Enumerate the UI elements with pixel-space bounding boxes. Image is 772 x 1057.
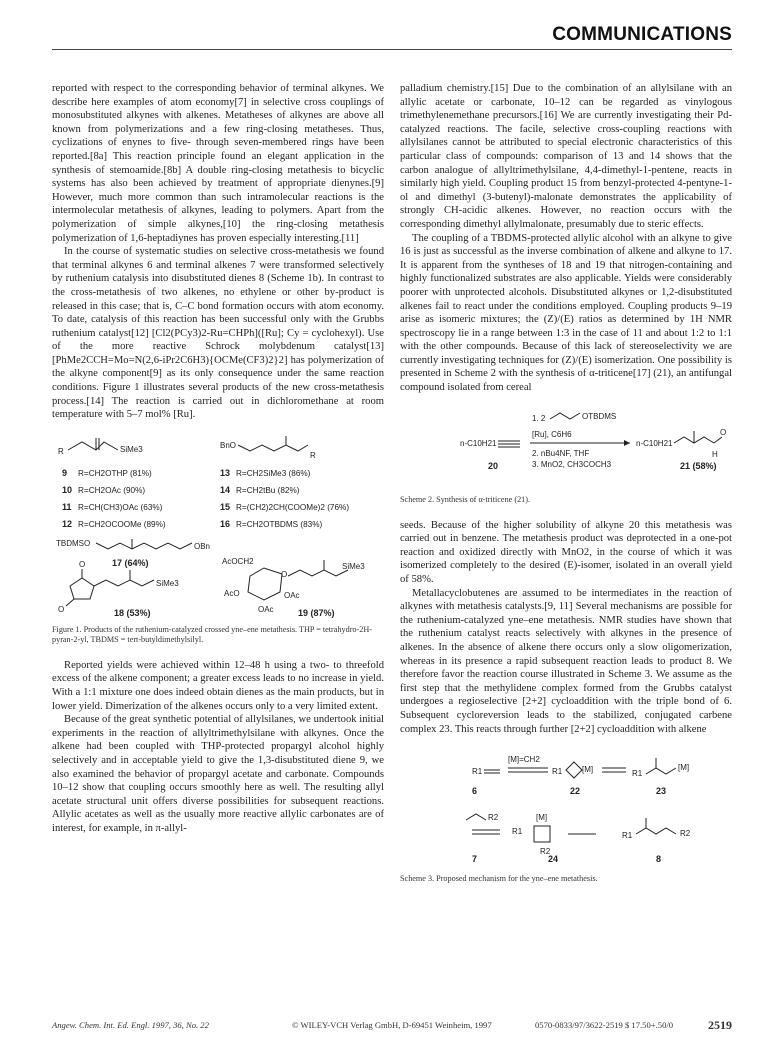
left-paragraph-4: Because of the great synthetic potential of allylsilanes, we undertook initial experiments in the reaction of allyltrimethylsilane with alkynes. Once the alkene had been coupled with THP-protected propargyl alcohol highly selectively and in acceptable yield to give the 1,3-disubstituted diene 9, we also examined the behavior of propargyl acetate and carbonate. Compounds 10–12 show that coupling occurs smoothly here as well. The resulting allyl acetate structural unit offers diverse possibilities for subsequent reactions. Allylic acetates as well as the usually more reactive allylic carbonates are of interest, for example, in π-allyl- <box>52 714 384 834</box>
item-14-num: 14 <box>220 484 231 495</box>
left-paragraph-1: reported with respect to the corresponding behavior of terminal alkynes. We describe here examples of atom economy[7] in selective cross couplings of monosubstituted alkynes with alkenes. Metatheses of alkynes are above all known from polymerizations and a few ring-closing metatheses. Thus, cyclizations of enynes to five- through seven-membered rings have been reported.[8a] This reaction principle found an elegant application in the synthesis of stemoamide.[8b] A double ring-closing metathesis to bicyclic systems has also been achieved by treatment of appropriate dienynes.[9] However, much more common than such intramolecular reactions is the intermolecular metathesis of alkynes, leading to polymers. Apart from the polymerization of simple alkynes,[10] the ring-closing metathesis polymerization of 1,6-heptadiynes has proven especially interesting.[11] <box>52 83 384 244</box>
label-21: 21 (58%) <box>680 460 717 471</box>
footer-issn: 0570-0833/97/3622-2519 $ 17.50+.50/0 <box>535 1020 674 1030</box>
right-paragraph-2: The coupling of a TBDMS-protected allylic alcohol with an alkyne to give 16 is just as successful as the inverse combination of alkene and alkyne to 17. It is apparent from the syntheses of 18 and 19 that nitrogen-containing and highly functionalized substrates are also applicable. Yields were considerably poorer with unprotected alcohols. Disubstituted alkynes or 1,2-disubstituted alkenes fail to react under the conditions employed. Coupling products 9–19 arise as isomeric mixtures; the (Z)/(E) ratios as determined by 1H NMR spectroscopy lie in a range between 1:3 in the case of 11 and about 1:2 to 1:1 with the other compounds. Because of this lack of stereoselectivity we are currently investigating techniques for (Z)/(E) isomerization. One possibility is presented in Scheme 2 with the synthesis of α-triticene[17] (21), an antifungal compound isolated from cereal <box>400 232 732 394</box>
header-rule <box>52 49 732 50</box>
metal-22: [M] <box>582 765 594 775</box>
substituent-acoch2: AcOCH2 <box>222 556 254 566</box>
r1-alkyne: R1 <box>472 767 483 777</box>
structure-19 <box>222 557 365 618</box>
carbonyl-o-top: O <box>79 559 86 569</box>
figure-1-structures <box>52 436 384 621</box>
structure-18 <box>58 557 179 618</box>
product-list <box>62 468 349 529</box>
substituent-tbdmso: TBDMSO <box>56 538 91 548</box>
substituent-oac-2: OAc <box>258 604 274 614</box>
r1-23: R1 <box>632 769 643 779</box>
substituent-obn: OBn <box>194 541 211 551</box>
item-9-text: R=CH2OTHP (81%) <box>78 468 152 478</box>
substituent-oac-1: OAc <box>284 590 300 600</box>
item-12-num: 12 <box>62 518 73 529</box>
item-9-num: 9 <box>62 467 68 478</box>
scheme-3-graphic <box>400 746 732 870</box>
label-17: 17 (64%) <box>112 557 149 568</box>
r1-8: R1 <box>622 831 633 841</box>
substituent-sime3: SiMe3 <box>120 444 143 454</box>
scheme-2-caption: Scheme 2. Synthesis of α-triticene (21). <box>400 494 531 504</box>
item-12-text: R=CH2OCOOMe (89%) <box>78 519 166 529</box>
label-23: 23 <box>656 786 667 797</box>
item-13-num: 13 <box>220 467 231 478</box>
page-header <box>52 22 732 60</box>
item-16-text: R=CH2OTBDMS (83%) <box>236 519 323 529</box>
item-11-text: R=CH(CH3)OAc (63%) <box>78 502 163 512</box>
left-paragraph-2: In the course of systematic studies on selective cross-metathesis we found that terminal alkynes 6 and terminal alkenes 7 were transformed selectively by ruthenium catalysis into disubstituted dienes 8 (Scheme 1b). In contrast to the cross-metathesis of two alkenes, no ethylene or other by-product is released in this case; that is, C–C bond formation occurs with atom economy. To date, catalysis of this reaction has been successful only with the Grubbs ruthenium catalyst[12] [Cl2(PCy3)2-Ru=CHPh]([Ru]; Cy = cyclohexyl). Use of the more reactive Schrock molybdenum catalyst[13] [PhMe2CCH=Mo=N(2,6-iPr2C6H3){OCMe(CF3)2}2] has polymerization of the alkyne component[9] as its only consequence under the same reaction conditions. Figure 1 illustrates several products of the new cross-metathesis process.[14] The reaction is carried out in dichloromethane at room temperature with 5–7 mol% [Ru]. <box>52 246 384 421</box>
right-paragraph-3: seeds. Because of the higher solubility of alkyne 20 this metathesis was carried out in benzene. The metathesis product was deprotected in a one-pot reaction and oxidized directly with MnO2, in the course of which it was isomerized completely to the desired (E)-isomer, isolated in an overall yield of 58%. <box>400 519 732 586</box>
aldehyde-o: O <box>720 427 727 437</box>
left-paragraph-3: Reported yields were achieved within 12–48 h using a two- to threefold excess of the alkene component; a greater excess leads to no increase in yield. With a 1:1 mixture one does indeed obtain dienes as the main products, but in lower yield. Dimerization of the alkenes occurs only to a very limited extent. <box>52 659 384 712</box>
right-column <box>400 82 732 898</box>
footer-journal: Angew. Chem. Int. Ed. Engl. 1997, 36, No. 22 <box>52 1020 209 1030</box>
r1-22: R1 <box>552 767 563 777</box>
figure-1-caption: Figure 1. Products of the ruthenium-catalyzed crossed yne–ene metathesis. THP = tetrahydro-2H-pyran-2-yl, TBDMS = tert-butyldimethylsilyl. <box>52 624 372 644</box>
footer-publisher: © WILEY-VCH Verlag GmbH, D-69451 Weinheim, 1997 <box>292 1020 492 1030</box>
substituent-aco: AcO <box>224 588 240 598</box>
structure-generic-b <box>220 436 316 460</box>
substituent-sime3-19: SiMe3 <box>342 561 365 571</box>
label-8: 8 <box>656 854 662 865</box>
figure-1 <box>52 436 384 621</box>
carbonyl-o-bottom: O <box>58 604 65 614</box>
r2-8: R2 <box>680 829 691 839</box>
metal-23: [M] <box>678 763 690 773</box>
reagent-3: 3. MnO2, CH3COCH3 <box>532 459 612 469</box>
substituent-r-b: R <box>310 450 316 460</box>
item-11-num: 11 <box>62 501 72 512</box>
r2-7: R2 <box>488 813 499 823</box>
substituent-bno: BnO <box>220 440 237 450</box>
right-paragraph-4: Metallacyclobutenes are assumed to be intermediates in the reaction of alkynes with metathesis catalysts.[9, 11] Several mechanisms are possible for the ruthenium-catalyzed yne–ene metathesis. NMR studies have shown that the ruthenium catalyst reacts selectively with alkynes in the presence of alkenes. In the absence of alkene there occurs only a slow oligomerization, whereas in its presence a rapid subsequent reaction leads to product 8. We therefore favor the reaction course illustrated in Scheme 3. We assume as the first step that the methylidene complex formed from the Grubbs catalyst undergoes a regioselective [2+2] cycloaddition with the triple bond of 6. Subsequent cycloreversion leads to the stabilized, conjugated carbene complex 23. This reacts through further [2+2] cycloaddition with alkene <box>400 587 732 735</box>
metal-24: [M] <box>536 813 548 823</box>
item-13-text: R=CH2SiMe3 (86%) <box>236 468 311 478</box>
methylidene-reagent: [M]=CH2 <box>508 755 540 765</box>
item-14-text: R=CH2tBu (82%) <box>236 485 300 495</box>
right-paragraph-1: palladium chemistry.[15] Due to the combination of an allylsilane with an allylic acetate or carbonate, 10–12 can be regarded as vinylogous trimethylenemethane precursors.[16] We are currently investigating their Pd-catalyzed reactions. The facile, selective cross-coupling reactions with allylsilanes cannot be attributed to special electronic characteristics of this particular class of compounds: comparison of 13 and 14 shows that the carbon analogue of allyltrimethylsilane, 4,4-dimethyl-1-pentene, reacts in similarly high yield. Coupling product 15 from benzyl-protected 4-pentyne-1-ol and dimethyl (3-butenyl)-malonate demonstrates the applicability of strongly CH-acidic alkenes. However, no reaction occurs with the corresponding dimethyl allylmalonate, presumably due to steric effects. <box>400 83 732 230</box>
scheme-3-caption: Scheme 3. Proposed mechanism for the yne–ene metathesis. <box>400 874 598 884</box>
item-15-text: R=(CH2)2CH(COOMe)2 (76%) <box>236 502 350 512</box>
aldehyde-h: H <box>712 449 718 459</box>
section-title: COMMUNICATIONS <box>552 24 732 45</box>
product-chain: n-C10H21 <box>636 438 673 448</box>
reagent-1-otbdms: OTBDMS <box>582 411 617 421</box>
scheme-2 <box>400 409 732 491</box>
r2-24: R2 <box>540 847 551 857</box>
label-24: 24 <box>548 854 559 865</box>
catalyst: [Ru], C6H6 <box>532 429 572 439</box>
page-number: 2519 <box>708 1018 732 1032</box>
alkyne-chain: n-C10H21 <box>460 438 497 448</box>
ring-o: O <box>281 569 288 579</box>
item-10-text: R=CH2OAc (90%) <box>78 485 146 495</box>
structure-generic-a <box>58 438 143 456</box>
substituent-r: R <box>58 446 64 456</box>
label-6: 6 <box>472 786 478 797</box>
left-column <box>52 82 384 836</box>
scheme-2-graphic <box>400 409 732 491</box>
item-10-num: 10 <box>62 484 73 495</box>
reagent-2: 2. nBu4NF, THF <box>532 448 590 458</box>
item-15-num: 15 <box>220 501 231 512</box>
item-16-num: 16 <box>220 518 231 529</box>
label-7: 7 <box>472 854 478 865</box>
label-20: 20 <box>488 460 499 471</box>
label-22: 22 <box>570 786 581 797</box>
label-18: 18 (53%) <box>114 607 151 618</box>
r1-24: R1 <box>512 827 523 837</box>
substituent-sime3-18: SiMe3 <box>156 578 179 588</box>
reagent-1: 1. 2 <box>532 413 546 423</box>
scheme-3 <box>400 746 732 870</box>
label-19: 19 (87%) <box>298 607 335 618</box>
